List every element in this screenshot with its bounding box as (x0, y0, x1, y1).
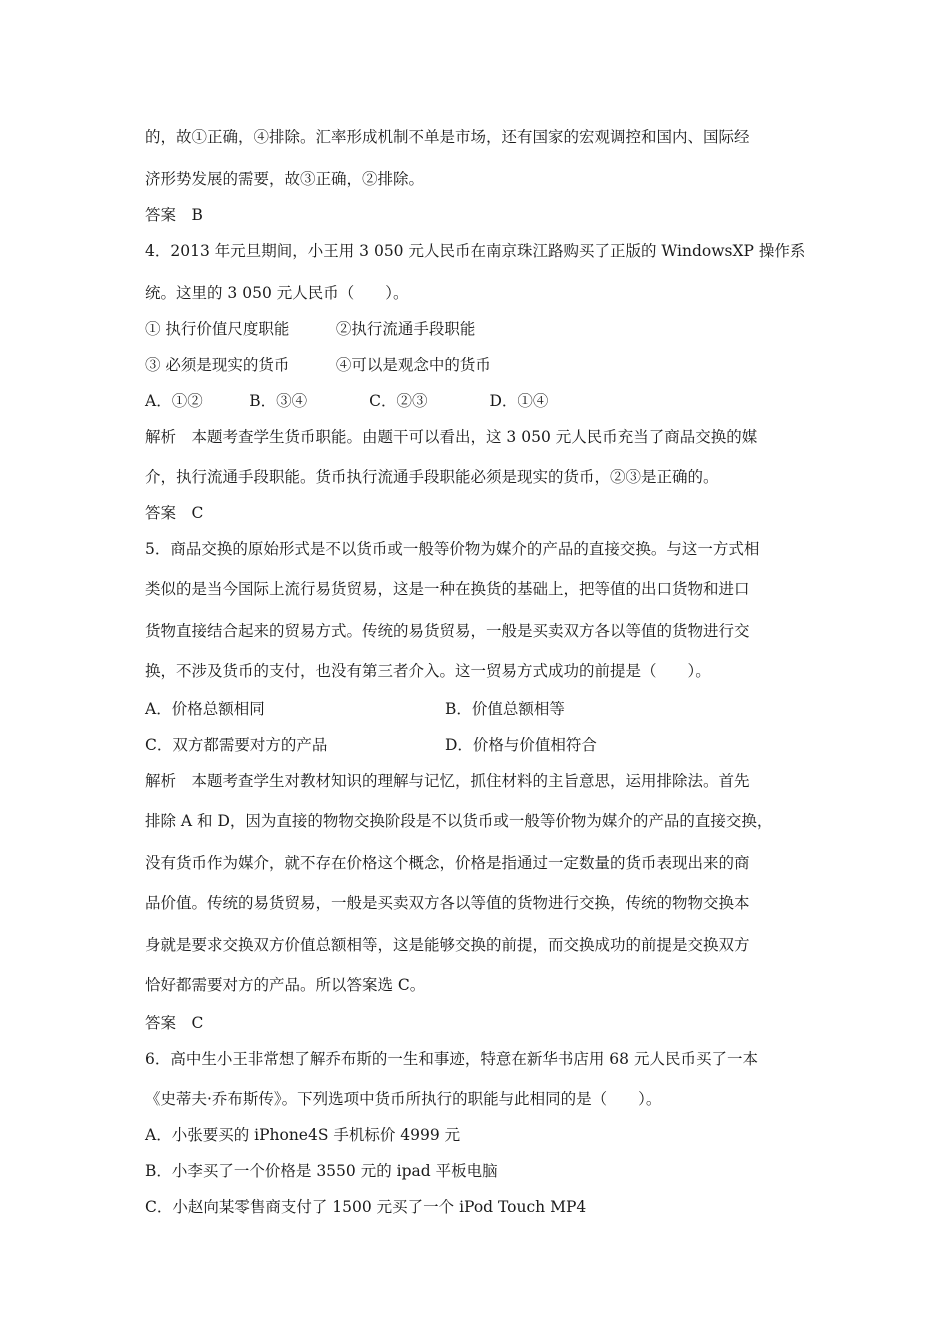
question-5-text: 5．商品交换的原始形式是不以货币或一般等价物为媒介的产品的直接交换。与这一方式相 (145, 540, 760, 558)
question-4-statement: ③ 必须是现实的货币 ④可以是观念中的货币 (145, 356, 491, 374)
text-line: 济形势发展的需要，故③正确，②排除。 (145, 170, 425, 188)
answer-line: 答案 B (145, 206, 203, 224)
question-5-analysis: 排除 A 和 D，因为直接的物物交换阶段是不以货币或一般等价物为媒介的产品的直接交换， (145, 812, 773, 830)
option-b: B．小李买了一个价格是 3550 元的 ipad 平板电脑 (145, 1162, 498, 1180)
question-4-analysis: 解析 本题考查学生货币职能。由题干可以看出，这 3 050 元人民币充当了商品交换的媒 (145, 428, 758, 446)
option-b: B．价值总额相等 (445, 700, 565, 718)
option-c: C．小赵向某零售商支付了 1500 元买了一个 iPod Touch MP4 (145, 1198, 587, 1216)
question-5-text: 货物直接结合起来的贸易方式。传统的易货贸易，一般是买卖双方各以等值的货物进行交 (145, 622, 750, 640)
question-5-analysis: 恰好都需要对方的产品。所以答案选 C。 (145, 976, 426, 994)
question-6-text: 《史蒂夫·乔布斯传》。下列选项中货币所执行的职能与此相同的是（ ）。 (145, 1090, 662, 1108)
question-5-text: 换，不涉及货币的支付，也没有第三者介入。这一贸易方式成功的前提是（ ）。 (145, 662, 711, 680)
question-4-analysis: 介，执行流通手段职能。货币执行流通手段职能必须是现实的货币，②③是正确的。 (145, 468, 719, 486)
question-5-answer: 答案 C (145, 1014, 204, 1032)
question-6-text: 6．高中生小王非常想了解乔布斯的一生和事迹，特意在新华书店用 68 元人民币买了一本 (145, 1050, 758, 1068)
question-4-text: 4．2013 年元旦期间，小王用 3 050 元人民币在南京珠江路购买了正版的 WindowsXP 操作系 (145, 242, 806, 260)
question-5-analysis: 品价值。传统的易货贸易，一般是买卖双方各以等值的货物进行交换，传统的物物交换本 (145, 894, 750, 912)
question-4-choices: A．①② B．③④ C．②③ D．①④ (145, 392, 549, 410)
text-line: 的，故①正确，④排除。汇率形成机制不单是市场，还有国家的宏观调控和国内、国际经 (145, 128, 750, 146)
question-5-analysis: 解析 本题考查学生对教材知识的理解与记忆，抓住材料的主旨意思，运用排除法。首先 (145, 772, 750, 790)
option-d: D．价格与价值相符合 (445, 736, 597, 754)
question-4-text: 统。这里的 3 050 元人民币（ ）。 (145, 284, 409, 302)
question-5-options-row (145, 699, 265, 719)
option-c: C．双方都需要对方的产品 (145, 736, 328, 754)
question-4-statement: ① 执行价值尺度职能 ②执行流通手段职能 (145, 320, 476, 338)
question-5-options-row (145, 735, 327, 755)
question-4-answer: 答案 C (145, 504, 204, 522)
option-a: A．价格总额相同 (145, 700, 265, 718)
question-5-text: 类似的是当今国际上流行易货贸易，这是一种在换货的基础上，把等值的出口货物和进口 (145, 580, 750, 598)
option-a: A．小张要买的 iPhone4S 手机标价 4999 元 (145, 1126, 461, 1144)
question-5-analysis: 没有货币作为媒介，就不存在价格这个概念，价格是指通过一定数量的货币表现出来的商 (145, 854, 750, 872)
question-5-analysis: 身就是要求交换双方价值总额相等，这是能够交换的前提，而交换成功的前提是交换双方 (145, 936, 750, 954)
